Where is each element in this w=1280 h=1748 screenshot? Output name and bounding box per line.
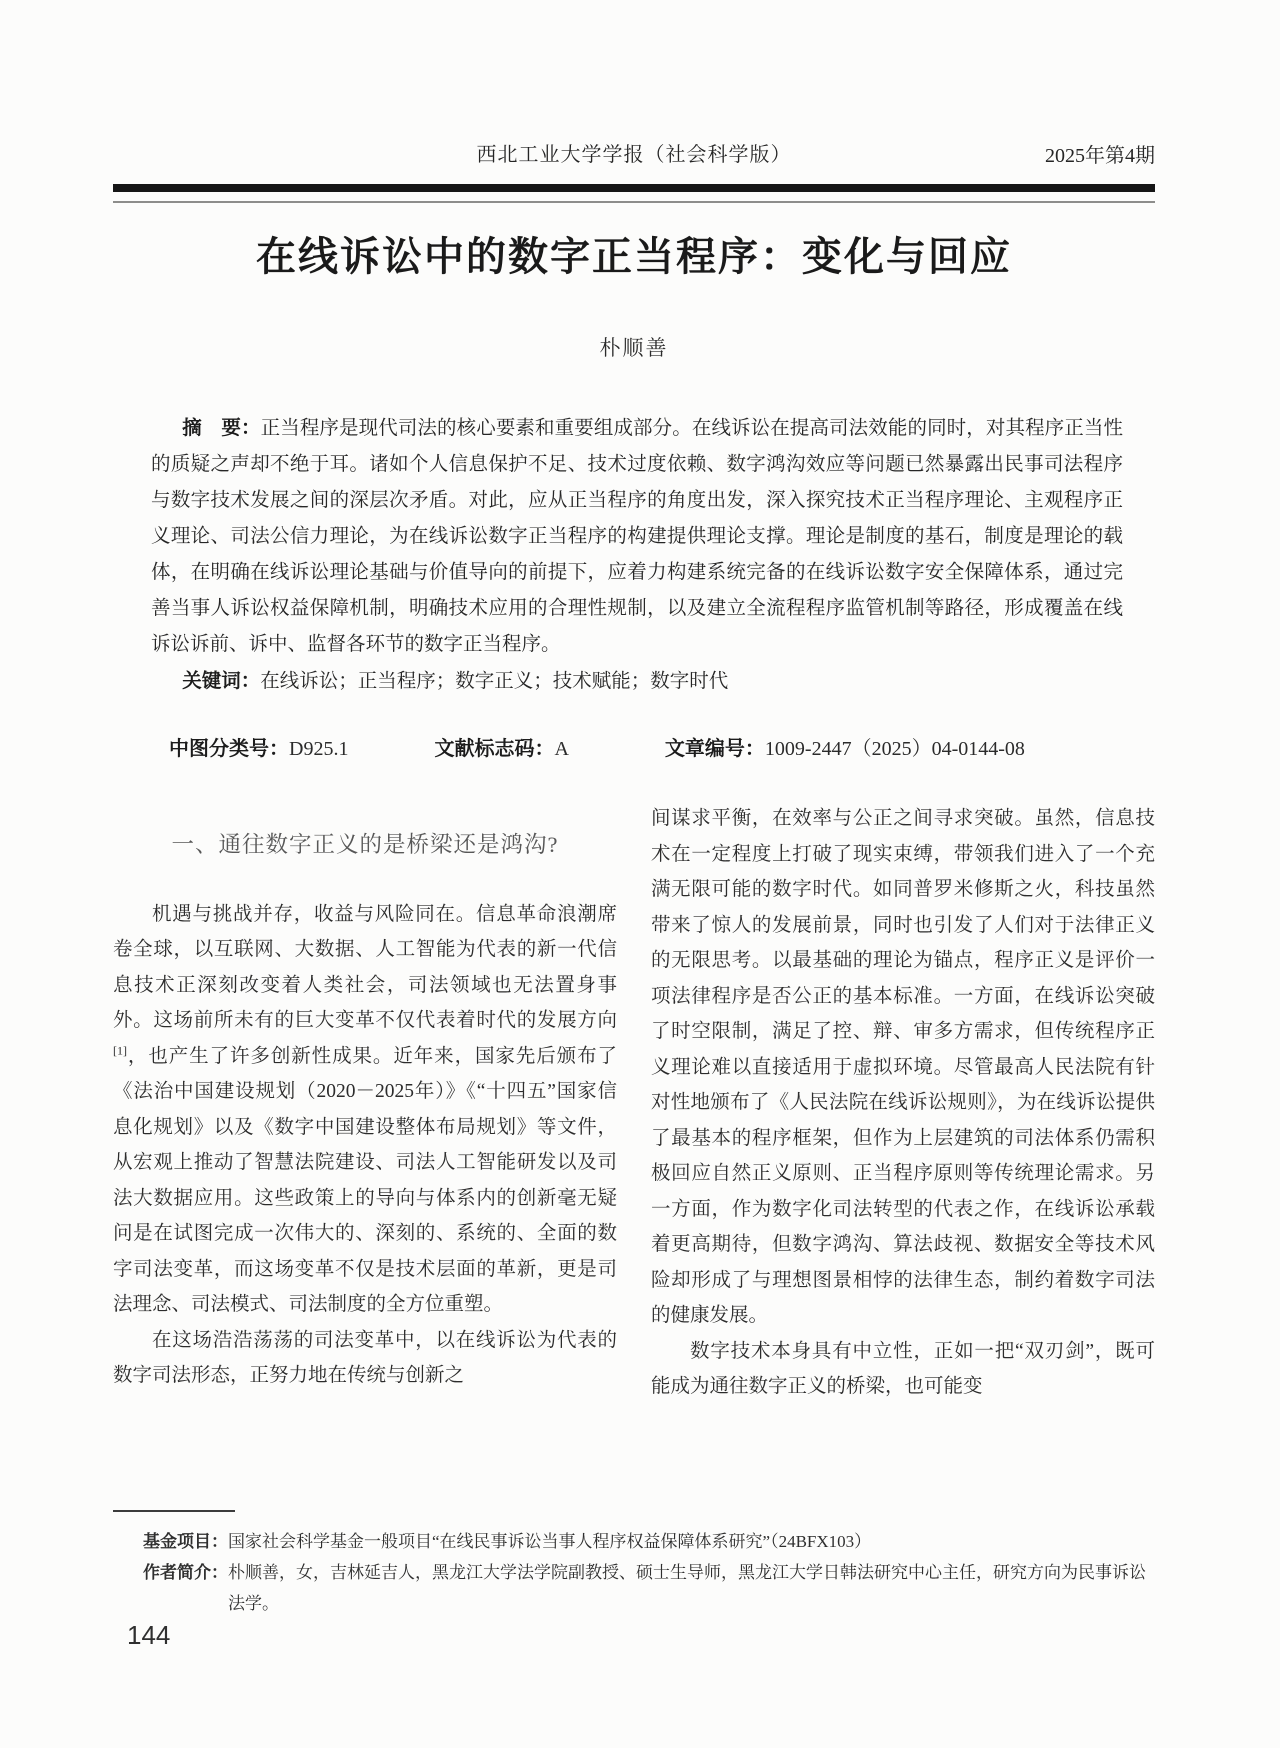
body-paragraph: 间谋求平衡，在效率与公正之间寻求突破。虽然，信息技术在一定程度上打破了现实束缚，带领我们进入了一个充满无限可能的数字时代。如同普罗米修斯之火，科技虽然带来了惊人的发展前景，同时也引发了人们对于法律正义的无限思考。以最基础的理论为锚点，程序正义是评价一项法律程序是否公正的基本标准。一方面，在线诉讼突破了时空限制，满足了控、辩、审多方需求，但传统程序正义理论难以直接适用于虚拟环境。尽管最高人民法院有针对性地颁布了《人民法院在线诉讼规则》，为在线诉讼提供了最基本的程序框架，但作为上层建筑的司法体系仍需积极回应自然正义原则、正当程序原则等传统理论需求。另一方面，作为数字化司法转型的代表之作，在线诉讼承载着更高期待，但数字鸿沟、算法歧视、数据安全等技术风险却形成了与理想图景相悖的法律生态，制约着数字司法的健康发展。 bbox=[651, 808, 1155, 1326]
footnote-rows bbox=[113, 1526, 1155, 1619]
meta-article-no-label: 文章编号： bbox=[664, 738, 765, 760]
meta-clc bbox=[169, 738, 348, 760]
abstract-paragraph bbox=[151, 410, 1123, 663]
article-title: 在线诉讼中的数字正当程序：变化与回应 bbox=[256, 235, 1012, 279]
fund-text: 国家社会科学基金一般项目“在线民事诉讼当事人程序权益保障体系研究”（24BFX103） bbox=[228, 1532, 872, 1551]
paragraph-text: ，也产生了许多创新性成果。近年来，国家先后颁布了《法治中国建设规划（2020－2025年）》《“十四五”国家信息化规划》以及《数字中国建设整体布局规划》等文件，从宏观上推动了智慧法院建设、司法人工智能研发以及司法大数据应用。这些政策上的导向与体系内的创新毫无疑问是在试图完成一次伟大的、深刻的、系统的、全面的数字司法变革，而这场变革不仅是技术层面的革新，更是司法理念、司法模式、司法制度的全方位重塑。 bbox=[113, 1045, 617, 1315]
body-paragraph bbox=[113, 897, 617, 1323]
meta-clc-value: D925.1 bbox=[289, 738, 349, 760]
article-author: 朴顺善 bbox=[599, 336, 669, 360]
meta-clc-label: 中图分类号： bbox=[169, 738, 289, 760]
body-paragraph: 在这场浩浩荡荡的司法变革中，以在线诉讼为代表的数字司法形态，正努力地在传统与创新之 bbox=[113, 1329, 617, 1386]
journal-name: 西北工业大学学报（社会科学版） bbox=[476, 144, 792, 166]
author-bio-label: 作者简介： bbox=[143, 1563, 228, 1582]
author-bio-note bbox=[143, 1557, 1155, 1619]
citation-ref-1: [1] bbox=[113, 1043, 127, 1057]
issue-label: 2025年第4期 bbox=[1045, 145, 1155, 167]
left-column bbox=[113, 801, 617, 1496]
footnote-rule bbox=[113, 1510, 235, 1512]
body-columns bbox=[113, 801, 1155, 1496]
fund-label: 基金项目： bbox=[143, 1532, 228, 1551]
page-header bbox=[113, 138, 1155, 168]
abstract-label: 摘 要： bbox=[182, 417, 261, 439]
author-bio-text: 朴顺善，女，吉林延吉人，黑龙江大学法学院副教授、硕士生导师，黑龙江大学日韩法研究中心主任，研究方向为民事诉讼法学。 bbox=[228, 1563, 1146, 1613]
paragraph-text: 机遇与挑战并存，收益与风险同在。信息革命浪潮席卷全球，以互联网、大数据、人工智能为代表的新一代信息技术正深刻改变着人类社会，司法领域也无法置身事外。这场前所未有的巨大变革不仅代表着时代的发展方向 bbox=[113, 903, 617, 1031]
body-paragraph: 数字技术本身具有中立性，正如一把“双刃剑”，既可能成为通往数字正义的桥梁，也可能变 bbox=[651, 1340, 1155, 1397]
meta-article-no-value: 1009-2447（2025）04-0144-08 bbox=[764, 738, 1025, 760]
meta-article-no bbox=[665, 738, 1025, 760]
section-heading: 一、通往数字正义的是桥梁还是鸿沟? bbox=[171, 832, 559, 857]
header-rule-thin bbox=[113, 201, 1155, 203]
footnote-area bbox=[113, 1510, 1155, 1619]
keywords-text: 在线诉讼；正当程序；数字正义；技术赋能；数字时代 bbox=[260, 671, 729, 692]
abstract-block bbox=[113, 410, 1155, 700]
meta-doc-code-label: 文献标志码： bbox=[434, 738, 555, 760]
abstract-text: 正当程序是现代司法的核心要素和重要组成部分。在线诉讼在提高司法效能的同时，对其程序正当性的质疑之声却不绝于耳。诸如个人信息保护不足、技术过度依赖、数字鸿沟效应等问题已然暴露出民事司法程序与数字技术发展之间的深层次矛盾。对此，应从正当程序的角度出发，深入探究技术正当程序理论、主观程序正义理论、司法公信力理论，为在线诉讼数字正当程序的构建提供理论支撑。理论是制度的基石，制度是理论的载体，在明确在线诉讼理论基础与价值导向的前提下，应着力构建系统完备的在线诉讼数字安全保障体系，通过完善当事人诉讼权益保障机制，明确技术应用的合理性规制，以及建立全流程程序监管机制等路径，形成覆盖在线诉讼诉前、诉中、监督各环节的数字正当程序。 bbox=[151, 418, 1123, 655]
header-rule-thick bbox=[113, 184, 1155, 192]
fund-note bbox=[143, 1526, 1155, 1557]
meta-doc-code bbox=[434, 738, 568, 760]
keywords-label: 关键词： bbox=[182, 670, 261, 692]
right-column bbox=[651, 801, 1155, 1496]
meta-line bbox=[113, 732, 1155, 761]
keywords-line bbox=[151, 663, 1123, 700]
page-number: 144 bbox=[127, 1620, 171, 1650]
meta-doc-code-value: A bbox=[554, 738, 569, 760]
